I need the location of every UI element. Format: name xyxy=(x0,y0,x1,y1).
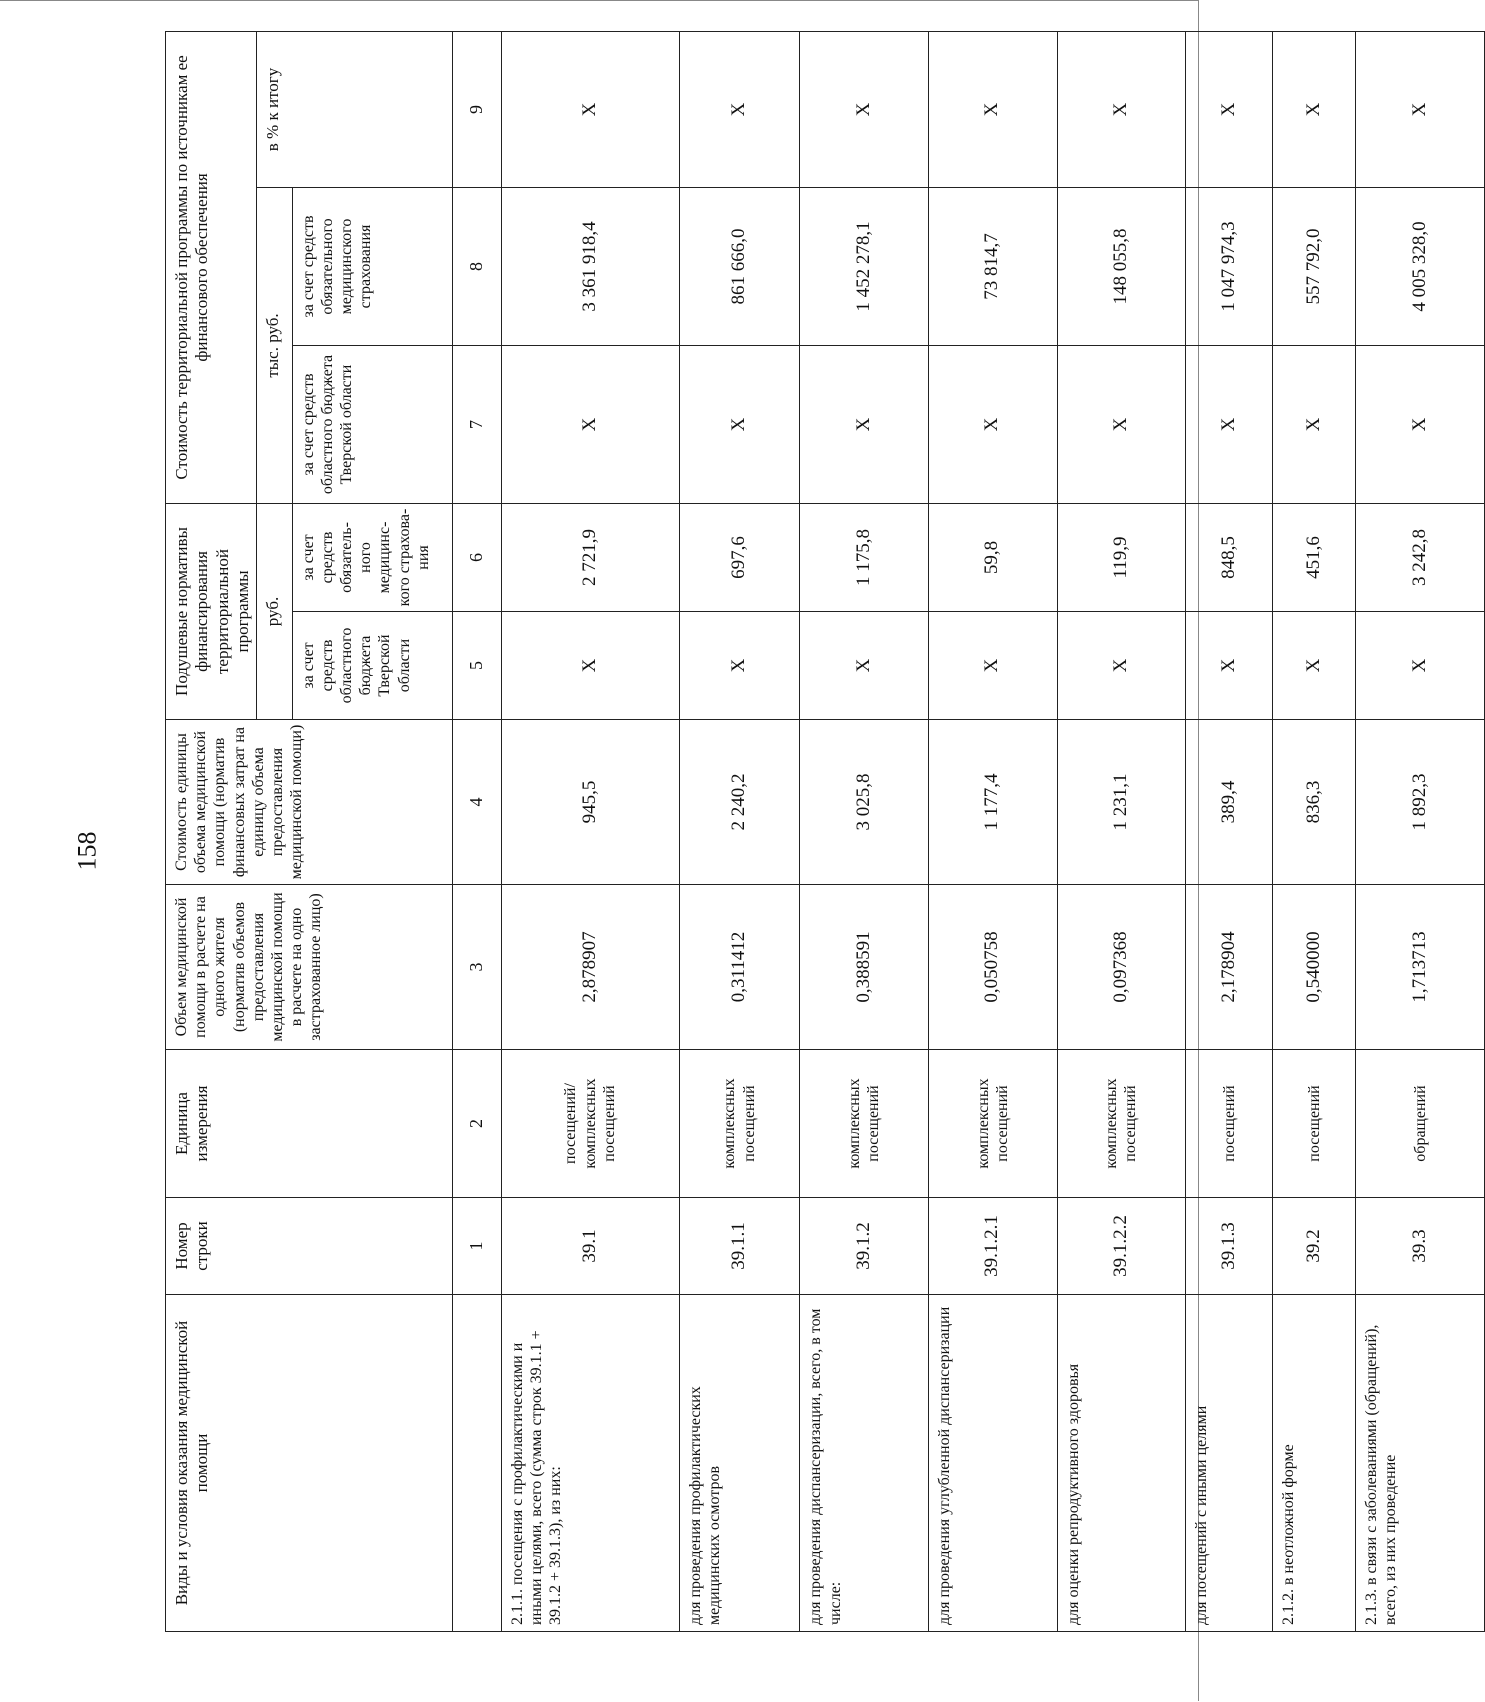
row-cost-regional-budget: Х xyxy=(1186,345,1273,503)
column-number: 8 xyxy=(452,187,501,345)
header-unit-cost: Стоимость единицы объема медицинской помощи (норматив финансовых затрат на единицу объема предоставления медицинской помощи) xyxy=(166,720,453,885)
row-description: 2.1.3. в связи с заболеваниями (обращений), всего, из них проведение xyxy=(1356,1295,1485,1632)
row-description: 2.1.1. посещения с профилактическими и иными целями, всего (сумма строк 39.1.1 + 39.1.2 + 39.1.3), из них: xyxy=(501,1295,679,1632)
header-volume: Объем медицинской помощи в расчете на одного жителя (норматив объемов предоставления медицинской помощи в расчете на одно застрахованное лицо) xyxy=(166,885,453,1050)
header-program-cost-group: Стоимость территориальной программы по источникам ее финансового обеспечения xyxy=(166,31,257,503)
row-per-capita-regional-budget: Х xyxy=(1186,612,1273,720)
row-number: 39.1.3 xyxy=(1186,1198,1273,1295)
header-per-capita-regional-budget: за счет средств областного бюджета Тверской области xyxy=(292,612,452,720)
row-unit-cost: 836,3 xyxy=(1273,720,1356,885)
table-row xyxy=(1186,31,1273,1631)
row-per-capita-regional-budget: Х xyxy=(679,612,799,720)
header-per-capita-oms: за счет средств обязатель-ного медицинс-кого страхова-ния xyxy=(292,503,452,611)
table-row xyxy=(501,31,679,1631)
row-cost-oms: 557 792,0 xyxy=(1273,187,1356,345)
table-row xyxy=(679,31,799,1631)
header-cost-oms: за счет средств обязательного медицинского страхования xyxy=(292,187,452,345)
header-percent-total: в % к итогу xyxy=(256,31,452,187)
row-cost-regional-budget: Х xyxy=(1273,345,1356,503)
row-volume: 2,878907 xyxy=(501,885,679,1050)
row-per-capita-oms: 59,8 xyxy=(928,503,1057,611)
rotated-table-container xyxy=(165,32,1485,1632)
row-per-capita-oms: 697,6 xyxy=(679,503,799,611)
header-types-conditions: Виды и условия оказания медицинской помощи xyxy=(166,1295,453,1632)
row-cost-oms: 73 814,7 xyxy=(928,187,1057,345)
header-per-capita-group: Подушевые нормативы финансирования территориальной программы xyxy=(166,503,257,719)
row-volume: 2,178904 xyxy=(1186,885,1273,1050)
row-unit: посещений/ комплексных посещений xyxy=(501,1050,679,1198)
row-unit: посещений xyxy=(1186,1050,1273,1198)
row-cost-oms: 3 361 918,4 xyxy=(501,187,679,345)
row-cost-regional-budget: Х xyxy=(928,345,1057,503)
row-volume: 0,311412 xyxy=(679,885,799,1050)
row-per-capita-regional-budget: Х xyxy=(1356,612,1485,720)
row-description: для оценки репродуктивного здоровья xyxy=(1057,1295,1186,1632)
row-per-capita-oms: 3 242,8 xyxy=(1356,503,1485,611)
row-unit-cost: 3 025,8 xyxy=(800,720,929,885)
row-per-capita-regional-budget: Х xyxy=(928,612,1057,720)
row-cost-oms: 4 005 328,0 xyxy=(1356,187,1485,345)
row-unit-cost: 1 177,4 xyxy=(928,720,1057,885)
row-unit: комплексных посещений xyxy=(679,1050,799,1198)
table-body xyxy=(501,31,1484,1631)
row-percent-total: Х xyxy=(679,31,799,187)
row-cost-regional-budget: Х xyxy=(501,345,679,503)
row-unit: комплексных посещений xyxy=(928,1050,1057,1198)
row-description: для проведения профилактических медицинских осмотров xyxy=(679,1295,799,1632)
row-per-capita-oms: 119,9 xyxy=(1057,503,1186,611)
column-number: 9 xyxy=(452,31,501,187)
row-description: 2.1.2. в неотложной форме xyxy=(1273,1295,1356,1632)
table-row xyxy=(800,31,929,1631)
row-description: для проведения диспансеризации, всего, в том числе: xyxy=(800,1295,929,1632)
row-volume: 1,713713 xyxy=(1356,885,1485,1050)
column-number: 6 xyxy=(452,503,501,611)
row-percent-total: Х xyxy=(1273,31,1356,187)
table-row xyxy=(1356,31,1485,1631)
row-number: 39.1.2 xyxy=(800,1198,929,1295)
table-row xyxy=(1273,31,1356,1631)
row-unit: комплексных посещений xyxy=(1057,1050,1186,1198)
row-unit-cost: 945,5 xyxy=(501,720,679,885)
row-volume: 0,097368 xyxy=(1057,885,1186,1050)
column-number-row xyxy=(452,31,501,1631)
column-number: 7 xyxy=(452,345,501,503)
row-description: для посещений с иными целями xyxy=(1186,1295,1273,1632)
header-per-capita-unit: руб. xyxy=(256,503,292,719)
row-percent-total: Х xyxy=(1356,31,1485,187)
row-number: 39.2 xyxy=(1273,1198,1356,1295)
row-per-capita-regional-budget: Х xyxy=(1273,612,1356,720)
row-percent-total: Х xyxy=(501,31,679,187)
row-percent-total: Х xyxy=(800,31,929,187)
row-number: 39.3 xyxy=(1356,1198,1485,1295)
row-unit: комплексных посещений xyxy=(800,1050,929,1198)
header-program-cost-unit: тыс. руб. xyxy=(256,187,292,503)
row-description: для проведения углубленной диспансеризации xyxy=(928,1295,1057,1632)
column-number: 1 xyxy=(452,1198,501,1295)
column-number: 5 xyxy=(452,612,501,720)
column-number xyxy=(452,1295,501,1632)
data-table xyxy=(165,31,1485,1632)
row-unit-cost: 1 892,3 xyxy=(1356,720,1485,885)
row-cost-oms: 1 452 278,1 xyxy=(800,187,929,345)
header-unit: Единица измерения xyxy=(166,1050,453,1198)
row-unit-cost: 2 240,2 xyxy=(679,720,799,885)
row-cost-regional-budget: Х xyxy=(800,345,929,503)
row-unit-cost: 389,4 xyxy=(1186,720,1273,885)
row-per-capita-oms: 848,5 xyxy=(1186,503,1273,611)
column-number: 4 xyxy=(452,720,501,885)
row-cost-regional-budget: Х xyxy=(679,345,799,503)
row-unit-cost: 1 231,1 xyxy=(1057,720,1186,885)
row-per-capita-regional-budget: Х xyxy=(501,612,679,720)
row-percent-total: Х xyxy=(1057,31,1186,187)
table-row xyxy=(928,31,1057,1631)
row-number: 39.1.2.1 xyxy=(928,1198,1057,1295)
row-unit: обращений xyxy=(1356,1050,1485,1198)
page-number: 158 xyxy=(72,831,102,871)
row-per-capita-oms: 451,6 xyxy=(1273,503,1356,611)
row-cost-regional-budget: Х xyxy=(1057,345,1186,503)
row-percent-total: Х xyxy=(928,31,1057,187)
row-cost-regional-budget: Х xyxy=(1356,345,1485,503)
column-number: 3 xyxy=(452,885,501,1050)
row-per-capita-regional-budget: Х xyxy=(800,612,929,720)
row-cost-oms: 148 055,8 xyxy=(1057,187,1186,345)
row-per-capita-regional-budget: Х xyxy=(1057,612,1186,720)
column-number: 2 xyxy=(452,1050,501,1198)
row-cost-oms: 1 047 974,3 xyxy=(1186,187,1273,345)
row-per-capita-oms: 2 721,9 xyxy=(501,503,679,611)
row-volume: 0,388591 xyxy=(800,885,929,1050)
row-number: 39.1 xyxy=(501,1198,679,1295)
row-percent-total: Х xyxy=(1186,31,1273,187)
header-row-number: Номер строки xyxy=(166,1198,453,1295)
row-unit: посещений xyxy=(1273,1050,1356,1198)
row-volume: 0,540000 xyxy=(1273,885,1356,1050)
row-number: 39.1.2.2 xyxy=(1057,1198,1186,1295)
table-row xyxy=(1057,31,1186,1631)
row-volume: 0,050758 xyxy=(928,885,1057,1050)
row-cost-oms: 861 666,0 xyxy=(679,187,799,345)
row-per-capita-oms: 1 175,8 xyxy=(800,503,929,611)
header-cost-regional-budget: за счет средств областного бюджета Тверской области xyxy=(292,345,452,503)
row-number: 39.1.1 xyxy=(679,1198,799,1295)
